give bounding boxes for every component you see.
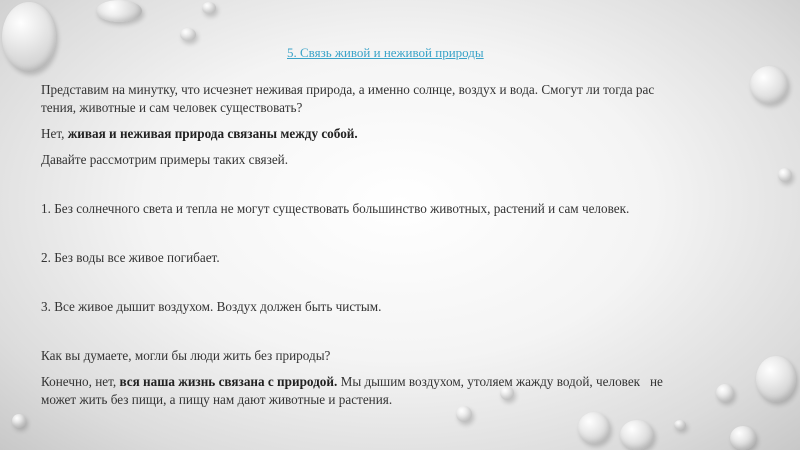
point-2: 2. Без воды все живое погибает. (41, 250, 220, 265)
intro-paragraph (41, 81, 763, 117)
water-drop-decoration (2, 2, 56, 72)
conclusion-paragraph (41, 373, 763, 409)
question-paragraph: Как вы думаете, могли бы люди жить без природы? (41, 348, 331, 363)
answer-paragraph (41, 125, 763, 143)
point-1: 1. Без солнечного света и тепла не могут существовать большинство животных, растений и сам человек. (41, 201, 630, 216)
conclusion-rest-line-1: Мы дышим воздухом, утоляем жажду водой, человек не (337, 374, 663, 389)
slide-body (41, 81, 763, 409)
water-drop-decoration (730, 426, 756, 450)
answer-bold: живая и неживая природа связаны между собой. (67, 126, 358, 141)
conclusion-rest-line-2: может жить без пищи, а пищу нам дают животные и растения. (41, 392, 393, 407)
intro-line-2: тения, животные и сам человек существовать? (41, 100, 303, 115)
water-drop-decoration (96, 0, 142, 22)
water-drop-decoration (202, 2, 216, 14)
water-drop-decoration (12, 414, 26, 428)
answer-prefix: Нет, (41, 126, 68, 141)
conclusion-prefix: Конечно, нет, (41, 374, 120, 389)
point-3: 3. Все живое дышит воздухом. Воздух должен быть чистым. (41, 299, 382, 314)
water-drop-decoration (620, 420, 654, 450)
conclusion-bold: вся наша жизнь связана с природой. (119, 374, 338, 389)
water-drop-decoration (578, 412, 610, 444)
intro-line-1: Представим на минутку, что исчезнет неживая природа, а именно солнце, воздух и вода. Смогут ли тогда рас (41, 82, 655, 97)
water-drop-decoration (674, 420, 686, 430)
water-drop-decoration (778, 168, 792, 182)
water-drop-decoration (180, 28, 196, 41)
examples-intro: Давайте рассмотрим примеры таких связей. (41, 152, 289, 167)
slide-title: 5. Связь живой и неживой природы (287, 45, 484, 60)
